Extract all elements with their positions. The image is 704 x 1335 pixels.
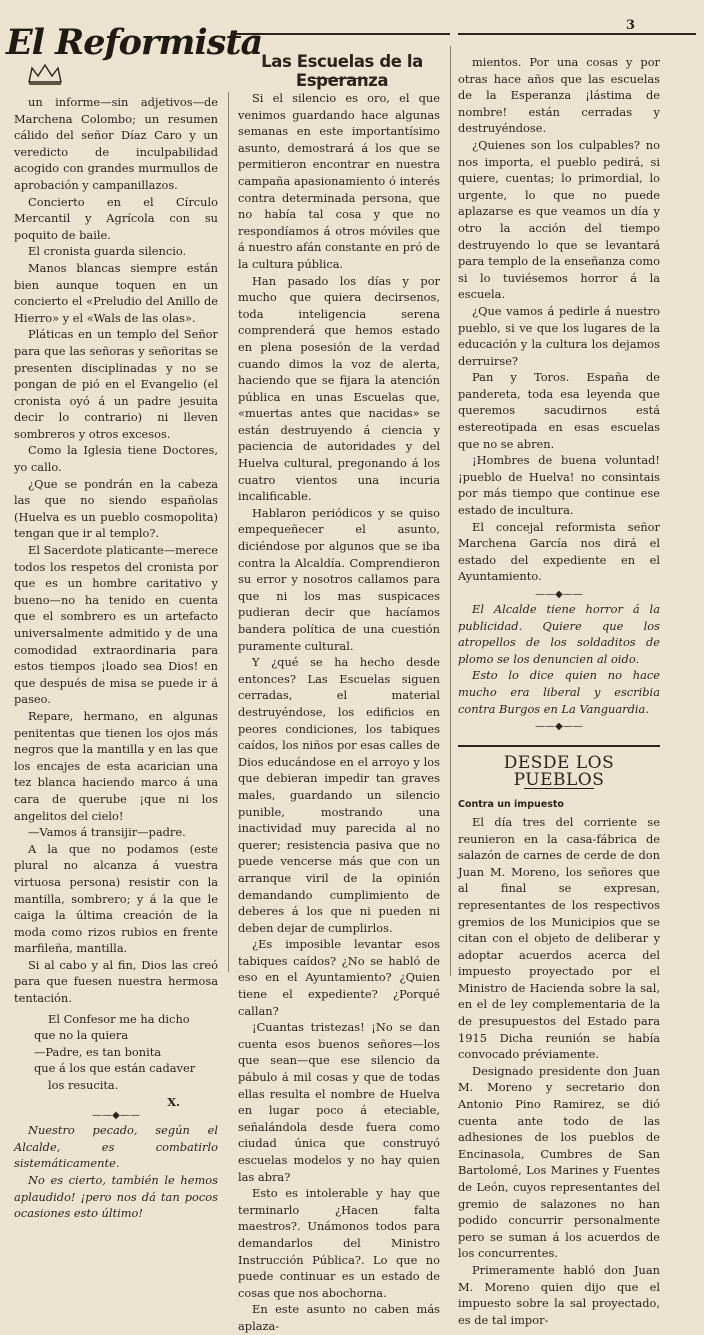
editorial-note bbox=[458, 601, 660, 717]
title-rule bbox=[312, 78, 368, 79]
paragraph: —Vamos á transijir—padre. bbox=[28, 825, 186, 840]
masthead bbox=[6, 18, 263, 84]
paragraph: Repare, hermano, en algunas penitentas que tienen los ojos más negros que la mantilla y en las que los encajes de esta acarician una tez blanca haciendo marco á una cara de querube ¡que ni los angelitos del cielo! bbox=[14, 708, 218, 823]
editorial-note bbox=[14, 1122, 218, 1222]
paragraph: un informe—sin adjetivos—de Marchena Colombo; un resumen cálido del señor Díaz Caro y un veredicto de inculpabilidad acogido con grandes murmullos de aprobación y campanillazos. bbox=[14, 95, 218, 192]
paragraph: Y ¿qué se ha hecho desde entonces? Las Escuelas siguen cerradas, el material destruyéndose, los edificios en peores condiciones, los tabiques caídos, los niños por esas calles de Dios educándose en el arroyo y los que debieran impedir tan graves males, guardando un silencio punible, mostrando una inactividad muy parecida al no querer; resistencia pasiva que no puede vencerse más que con un arranque viril de la opinión demandando cumplimiento de deberes á los que ni pueden ni deben dejar de cumplirlos. bbox=[238, 655, 440, 935]
paragraph: El concejal reformista señor Marchena García nos dirá el estado del expediente en el Ayuntamiento. bbox=[458, 519, 660, 584]
paragraph: A la que no podamos (este plural no alcanza á vuestra virtuosa persona) resistir con la mantilla, sombrero; y á la que le caiga la última creación de la moda como rizos rubios en frente marfileña, mantilla. bbox=[14, 841, 218, 956]
paragraph: ¿Quienes son los culpables? no nos importa, el pueblo pedirá, si quiere, cuentas; lo primordial, lo urgente, lo que no puede aplazarse es que veamos un día y otro la acción del tiempo destruyendo lo que se levantará para templo de la enseñanza como si lo tuviésemos horror á la escuela. bbox=[458, 137, 660, 302]
separator-ornament-icon: ——◆—— bbox=[535, 721, 583, 733]
paragraph: Han pasado los días y por mucho que quiera decirsenos, toda inteligencia serena comprenderá que hemos estado en plena posesión de la verdad cuando dimos la voz de alerta, haciendo que se fijara la atención pública en unas Escuelas que, «muertas antes que nacidas» se están destruyendo á ciencia y paciencia de autoridades y del Huelva cultural, pregonando á los cuatro vientos una incuria incalificable. bbox=[238, 273, 440, 504]
verse-line: El Confesor me ha dicho bbox=[48, 1011, 190, 1026]
paragraph: ¡Hombres de buena voluntad! ¡pueblo de Huelva! no consintais por más tiempo que continue ese estado de incultura. bbox=[458, 453, 660, 518]
signature: X. bbox=[167, 1094, 180, 1109]
verse-line: —Padre, es tan bonita bbox=[34, 1044, 162, 1059]
separator-ornament-icon: ——◆—— bbox=[535, 589, 583, 600]
paragraph: Designado presidente don Juan M. Moreno y secretario don Antonio Pino Ramirez, se dió cuenta ante todo de las adhesiones de los pueblos de Encinasola, Cumbres de San Bartolomé, Los Marines y Fuentes de León, cuyos representantes del gremio de salazones no han podido concurrir personalmente pero se suman á los acuerdos de los concurrentes. bbox=[458, 1063, 660, 1261]
column-3 bbox=[458, 54, 660, 1328]
section-title: DESDE LOS PUEBLOS bbox=[503, 753, 615, 790]
masthead-title: El Reformista bbox=[6, 22, 263, 63]
header-rule bbox=[232, 33, 450, 35]
subheading: Contra un impuesto bbox=[458, 799, 564, 811]
paragraph: Como la Iglesia tiene Doctores, yo callo. bbox=[14, 443, 218, 475]
column-divider bbox=[228, 92, 229, 972]
paragraph: ¿Que se pondrán en la cabeza las que no siendo españolas (Huelva es un pueblo cosmopolita) tengan que ir al templo?. bbox=[14, 476, 218, 541]
article-title: Las Escuelas de la Esperanza bbox=[261, 52, 423, 90]
paragraph: ¿Que vamos á pedirle á nuestro pueblo, si ve que los lugares de la educación y la cultura los dejamos derruirse? bbox=[458, 303, 660, 368]
paragraph: El día tres del corriente se reunieron en la casa-fábrica de salazón de carnes de cerde de don Juan M. Moreno, los señores que al final se expresan, representantes de los respectivos gremios de los Municipios que se citan con el objeto de deliberar y adoptar acuerdos acerca del impuesto proyectado por el Ministro de Hacienda sobre la sal, en el de ley complementaria de la de presupuestos del Estado para 1915 Dicha reunión se había convocado préviamente. bbox=[458, 814, 660, 1062]
paragraph: No es cierto, también le hemos aplaudido! ¡pero nos dá tan pocos ocasiones esto último! bbox=[14, 1173, 218, 1221]
paragraph: mientos. Por una cosas y por otras hace años que las escuelas de la Esperanza ¡lástima de nombre! están cerradas y destruyéndose. bbox=[458, 55, 660, 136]
paragraph: Esto lo dice quien no hace mucho era liberal y escribia contra Burgos en La Vanguardia. bbox=[458, 668, 660, 716]
paragraph: Si el silencio es oro, el que venimos guardando hace algunas semanas en este importantísimo asunto, demostrará á los que se permitieron encontrar en nuestra campaña apasionamiento ó interés contra determinada persona, que no había tal cosa y que no respondíamos á otros móviles que á nuestro afán constante en pró de la cultura pública. bbox=[238, 91, 440, 271]
header-rule bbox=[458, 33, 696, 35]
paragraph: Pláticas en un templo del Señor para que las señoras y señoritas se presenten disciplinadas y no se pongan de pió en el Evangelio (el cronista oyó á un padre jesuita decir lo contrario) ni lleven sombreros y otros excesos. bbox=[14, 327, 218, 441]
column-2 bbox=[238, 90, 440, 1335]
paragraph: Pan y Toros. España de pandereta, toda esa leyenda que queremos sacudirnos está estereotipada en esas escuelas que no se abren. bbox=[458, 370, 660, 451]
separator-ornament-icon: ——◆—— bbox=[92, 1110, 140, 1122]
column-divider bbox=[450, 46, 451, 976]
paragraph: ¡Cuantas tristezas! ¡No se dan cuenta esos buenos señores—los que sean—que ese silencio da pábulo á mil cosas y que de todas ellas resulta el nombre de Huelva en lugar poco á eteciable, señalándola desde fuera como ciudad única que construyó escuelas modelos y no hay quien las abra? bbox=[238, 1020, 440, 1184]
paragraph: El cronista guarda silencio. bbox=[28, 244, 187, 259]
paragraph: En este asunto no caben más aplaza- bbox=[238, 1302, 440, 1333]
section-rule bbox=[458, 745, 660, 747]
paragraph: Manos blancas siempre están bien aunque toquen en un concierto el «Preludio del Anillo de Hierro» y el «Wals de las olas». bbox=[14, 260, 218, 325]
page-number: 3 bbox=[626, 18, 636, 33]
paragraph: Si al cabo y al fin, Dios las creó para que fuesen nuestra hermosa tentación. bbox=[14, 957, 218, 1006]
paragraph: Concierto en el Círculo Mercantil y Agrícola con su poquito de baile. bbox=[14, 194, 218, 242]
verse-line: los resucita. bbox=[48, 1078, 119, 1093]
verse-line: que no la quiera bbox=[34, 1028, 129, 1043]
paragraph: Hablaron periódicos y se quiso empequeñecer el asunto, diciéndose por algunos que se iba contra la Alcaldía. Comprendieron su error y nosotros callamos para que ni los mas suspicaces pudieran decir que hacíamos bandera política de una cuestión puramente cultural. bbox=[238, 505, 440, 653]
paragraph: Nuestro pecado, según el Alcalde, es combatirlo sistemáticamente. bbox=[14, 1123, 218, 1171]
column-1 bbox=[14, 94, 218, 1222]
crown-ornament-icon bbox=[26, 62, 64, 86]
paragraph: El Alcalde tiene horror á la publicidad. Quiere que los atropellos de los soldaditos de plomo se los denuncien al oido. bbox=[458, 602, 660, 666]
paragraph: ¿Es imposible levantar esos tabiques caídos? ¿No se habló de eso en el Ayuntamiento? ¿Quien tiene el expediente? ¿Porqué callan? bbox=[238, 937, 440, 1018]
paragraph: Primeramente habló don Juan M. Moreno quien dijo que el impuesto sobre la sal proyectado, es de tal impor- bbox=[458, 1262, 660, 1327]
paragraph: El Sacerdote platicante—merece todos los respetos del cronista por que es un hombre caritativo y bueno—no ha tenido en cuenta que el sombrero es un artefacto universalmente admitido y de una comodidad extraordinaria para estos tiempos ¡loado sea Dios! en que después de misa se puede ir á paseo. bbox=[14, 543, 218, 707]
paragraph: Esto es intolerable y hay que terminarlo ¿Hacen falta maestros?. Unámonos todos para demandarlos del Ministro Instrucción Pública?. Lo que no puede continuar es un estado de cosas que nos abochorna. bbox=[238, 1186, 440, 1300]
verse-line: que á los que están cadaver bbox=[34, 1061, 196, 1076]
